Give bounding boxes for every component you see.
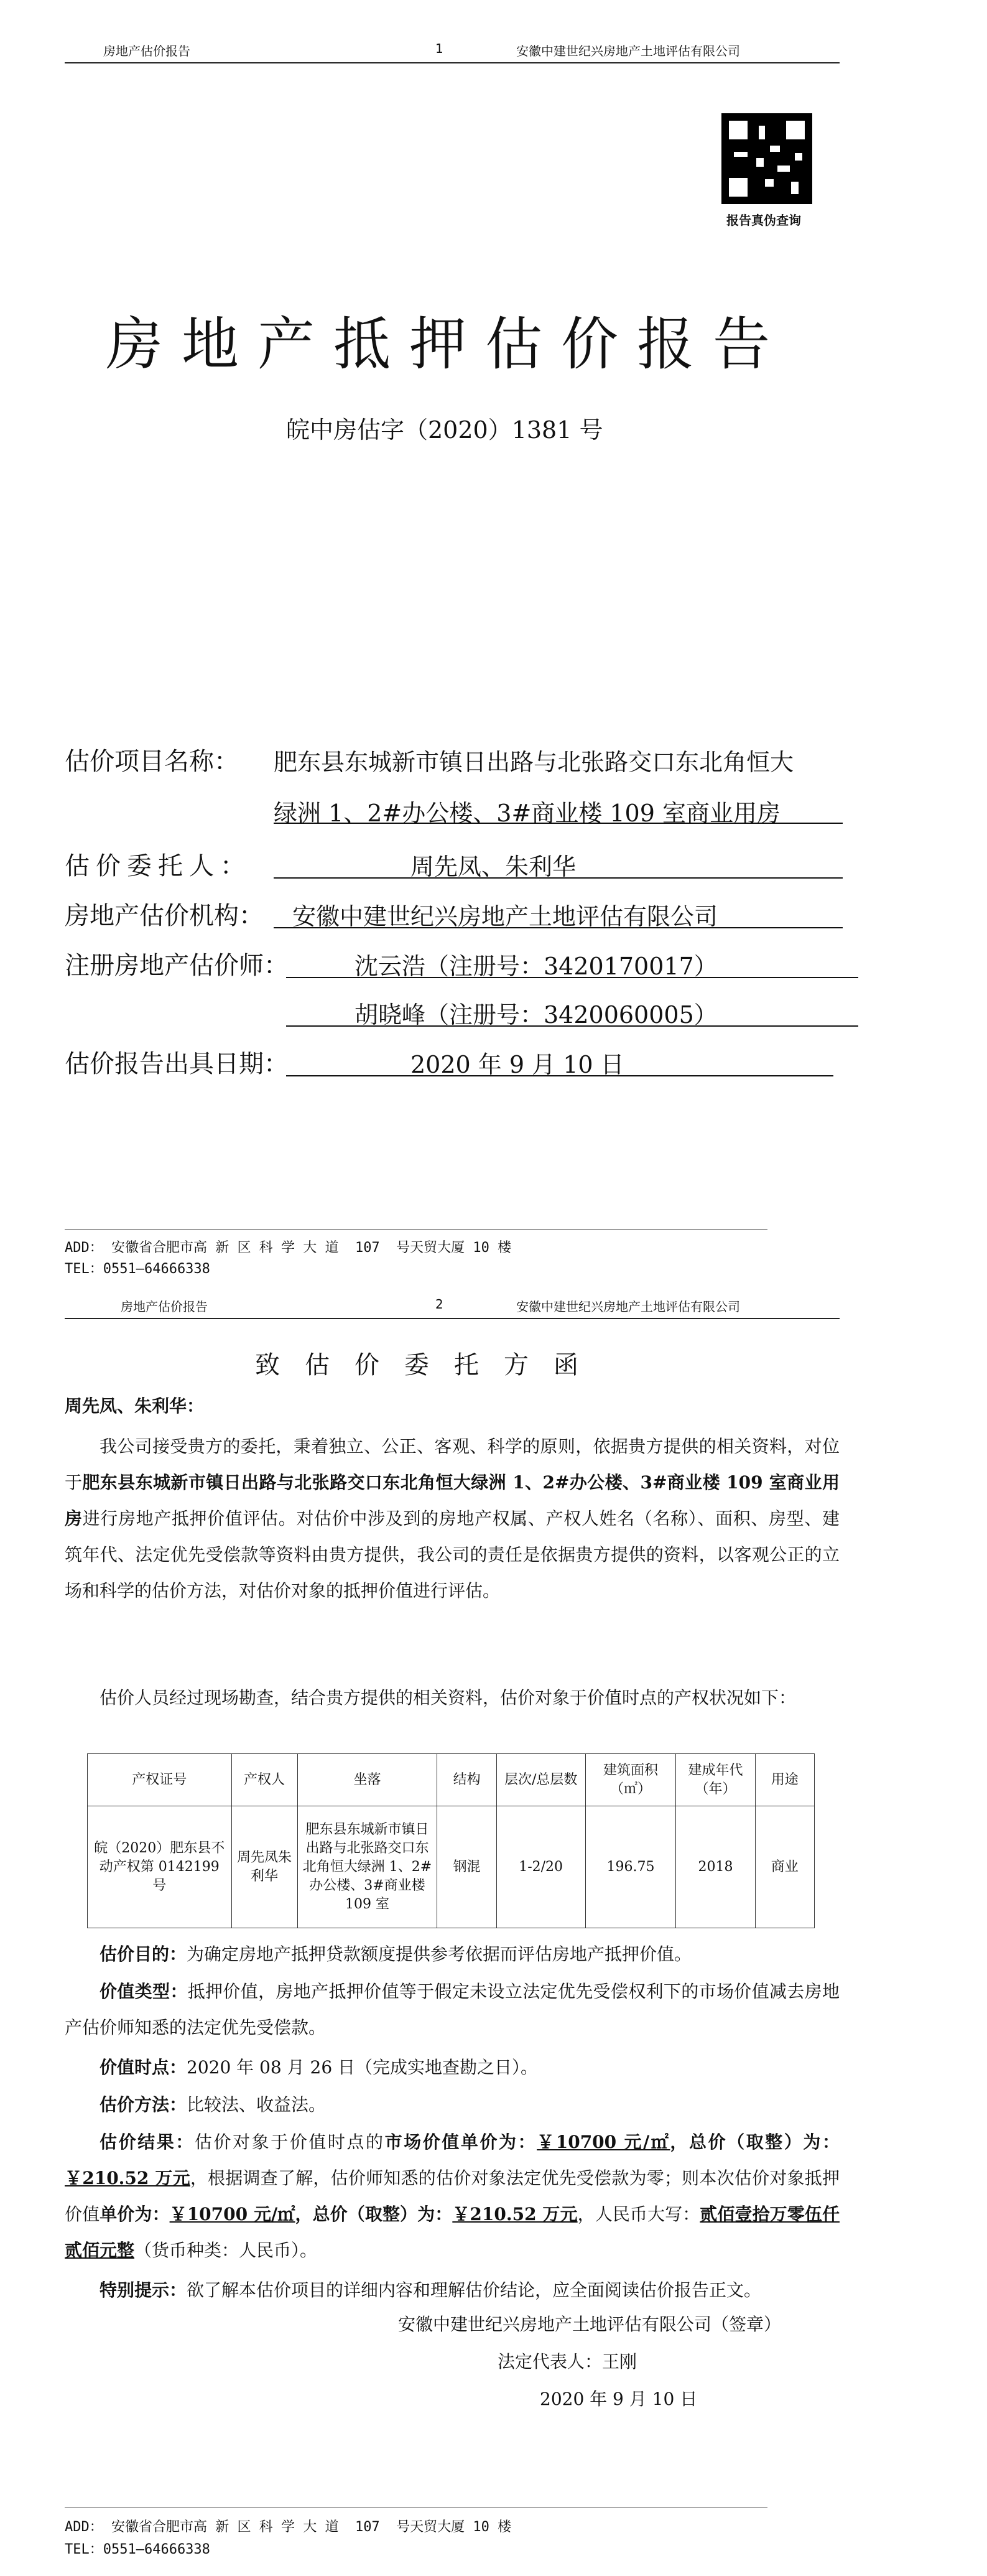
client-underline <box>274 877 843 879</box>
appraiser-1-underline <box>286 977 858 978</box>
result-text-2: 市场价值单价为： <box>384 2132 537 2152</box>
value-type-label: 价值类型： <box>100 1981 188 2002</box>
value-type-text: 抵押价值，房地产抵押价值等于假定未设立法定优先受偿权利下的市场价值减去房地产估价师知悉的法定优先受偿款。 <box>65 1981 840 2038</box>
paragraph-note <box>65 2272 840 2308</box>
footer-tel: TEL：0551—64666338 <box>65 1261 210 1277</box>
date-underline <box>286 1075 833 1076</box>
th-location: 坐落 <box>297 1754 437 1806</box>
header-page-number: 1 <box>435 41 443 56</box>
header-rule <box>65 62 840 63</box>
th-floor: 层次/总层数 <box>496 1754 585 1806</box>
th-cert-no: 产权证号 <box>88 1754 232 1806</box>
result-text-1: 估价对象于价值时点的 <box>194 2132 385 2152</box>
note-label: 特别提示： <box>100 2280 187 2300</box>
paragraph-commission <box>65 1429 840 1609</box>
th-use: 用途 <box>755 1754 814 1806</box>
result-label: 估价结果： <box>100 2132 195 2152</box>
result-text-8: （货币种类：人民币）。 <box>134 2240 318 2261</box>
appraiser-label: 注册房地产估价师： <box>65 951 289 980</box>
market-total-price: ￥210.52 万元 <box>65 2168 190 2188</box>
signature-representative: 法定代表人：王刚 <box>498 2351 637 2372</box>
result-text-4: ，根据调查了解，估价师知悉的估价对象法定优先受偿款为零；则本次估价对象抵押价值 <box>65 2168 840 2224</box>
value-date-text: 2020 年 08 月 26 日（完成实地查勘之日）。 <box>187 2057 539 2078</box>
qr-code-icon <box>721 113 812 204</box>
date-value: 2020 年 9 月 10 日 <box>410 1051 624 1078</box>
report-title: 房地产抵押估价报告 <box>106 311 789 378</box>
note-text: 欲了解本估价项目的详细内容和理解估价结论，应全面阅读估价报告正文。 <box>187 2280 762 2300</box>
header-left: 房地产估价报告 <box>121 1299 208 1314</box>
result-text-7: ，人民币大写： <box>577 2204 700 2224</box>
td-year: 2018 <box>676 1806 755 1928</box>
signature-company: 安徽中建世纪兴房地产土地评估有限公司（签章） <box>398 2314 782 2335</box>
footer-address: ADD： 安徽省合肥市高 新 区 科 学 大 道 107 号天贸大厦 10 楼 <box>65 1240 512 1256</box>
method-text: 比较法、收益法。 <box>187 2094 327 2115</box>
para1-text-a: 我公司接受贵方的委托，秉着独立、公正、客观、科学的原则，依据贵方提供的相关资料，对位于 <box>65 1436 840 1493</box>
salutation: 周先凤、朱利华： <box>65 1396 205 1416</box>
paragraph-purpose <box>65 1936 840 1972</box>
header-left: 房地产估价报告 <box>103 44 190 58</box>
method-label: 估价方法： <box>100 2094 187 2115</box>
qr-caption: 报告真伪查询 <box>726 213 801 228</box>
td-floor: 1-2/20 <box>496 1806 585 1928</box>
table-row <box>88 1806 815 1928</box>
purpose-text: 为确定房地产抵押贷款额度提供参考依据而评估房地产抵押价值。 <box>187 1944 692 1964</box>
appraiser-2-underline <box>286 1025 858 1027</box>
project-underline <box>274 823 843 824</box>
paragraph-value-type <box>65 1974 840 2046</box>
footer-tel: TEL：0551—64666338 <box>65 2542 210 2557</box>
header-rule <box>65 1318 840 1319</box>
appraiser-1: 沈云浩（注册号：3420170017） <box>354 953 718 980</box>
header-right: 安徽中建世纪兴房地产土地评估有限公司 <box>516 44 740 58</box>
table-header-row <box>88 1754 815 1806</box>
project-label: 估价项目名称： <box>65 747 239 776</box>
document-number: 皖中房估字（2020）1381 号 <box>286 416 603 444</box>
mortgage-unit-price: ￥10700 元/㎡ <box>169 2204 295 2224</box>
purpose-label: 估价目的： <box>100 1944 187 1964</box>
td-owner: 周先凤朱利华 <box>231 1806 297 1928</box>
th-year: 建成年代（年） <box>676 1754 755 1806</box>
footer-address: ADD： 安徽省合肥市高 新 区 科 学 大 道 107 号天贸大厦 10 楼 <box>65 2519 512 2535</box>
paragraph-result <box>65 2124 840 2269</box>
th-area: 建筑面积（㎡） <box>585 1754 676 1806</box>
mortgage-total-price: ￥210.52 万元 <box>452 2204 578 2224</box>
th-owner: 产权人 <box>231 1754 297 1806</box>
td-area: 196.75 <box>585 1806 676 1928</box>
value-date-label: 价值时点： <box>100 2057 187 2078</box>
para1-text-c: 进行房地产抵押价值评估。对估价中涉及到的房地产权属、产权人姓名（名称）、面积、房型、建筑年代、法定优先受偿款等资料由贵方提供，我公司的责任是依据贵方提供的资料，以客观公正的立场和科学的估价方法，对估价对象的抵押价值进行评估。 <box>65 1508 840 1601</box>
td-location: 肥东县东城新市镇日出路与北张路交口东北角恒大绿洲 1、2#办公楼、3#商业楼 109 室 <box>297 1806 437 1928</box>
client-value: 周先凤、朱利华 <box>410 853 577 880</box>
result-text-6: ，总价（取整）为： <box>295 2204 453 2224</box>
paragraph-value-date <box>65 2050 840 2086</box>
letter-title: 致估价委托方函 <box>255 1351 603 1379</box>
amount-in-words: 贰佰壹拾万零伍仟贰佰元整 <box>65 2204 840 2261</box>
result-text-3: ，总价（取整）为： <box>670 2132 840 2152</box>
header-page-number: 2 <box>435 1297 443 1312</box>
agency-label: 房地产估价机构： <box>65 902 264 930</box>
project-value-line1: 肥东县东城新市镇日出路与北张路交口东北角恒大 <box>274 749 794 776</box>
agency-value: 安徽中建世纪兴房地产土地评估有限公司 <box>292 903 718 930</box>
property-address-bold: 肥东县东城新市镇日出路与北张路交口东北角恒大绿洲 1、2#办公楼、3#商业楼 109 室商业用房 <box>65 1472 840 1529</box>
market-unit-price: ￥10700 元/㎡ <box>537 2132 670 2152</box>
td-use: 商业 <box>755 1806 814 1928</box>
paragraph-status: 估价人员经过现场勘查，结合贵方提供的相关资料，估价对象于价值时点的产权状况如下： <box>100 1687 797 1708</box>
result-text-5: 单价为： <box>100 2204 170 2224</box>
project-value-line2: 绿洲 1、2#办公楼、3#商业楼 109 室商业用房 <box>274 800 781 827</box>
paragraph-method <box>65 2087 840 2123</box>
agency-underline <box>274 927 843 928</box>
td-structure: 钢混 <box>437 1806 496 1928</box>
client-label: 估价委托人： <box>65 852 251 880</box>
signature-date: 2020 年 9 月 10 日 <box>540 2389 698 2409</box>
th-structure: 结构 <box>437 1754 496 1806</box>
property-table <box>87 1753 815 1928</box>
date-label: 估价报告出具日期： <box>65 1050 289 1078</box>
appraiser-2: 胡晓峰（注册号：3420060005） <box>354 1001 718 1029</box>
td-cert-no: 皖（2020）肥东县不动产权第 0142199 号 <box>88 1806 232 1928</box>
header-right: 安徽中建世纪兴房地产土地评估有限公司 <box>516 1299 740 1314</box>
